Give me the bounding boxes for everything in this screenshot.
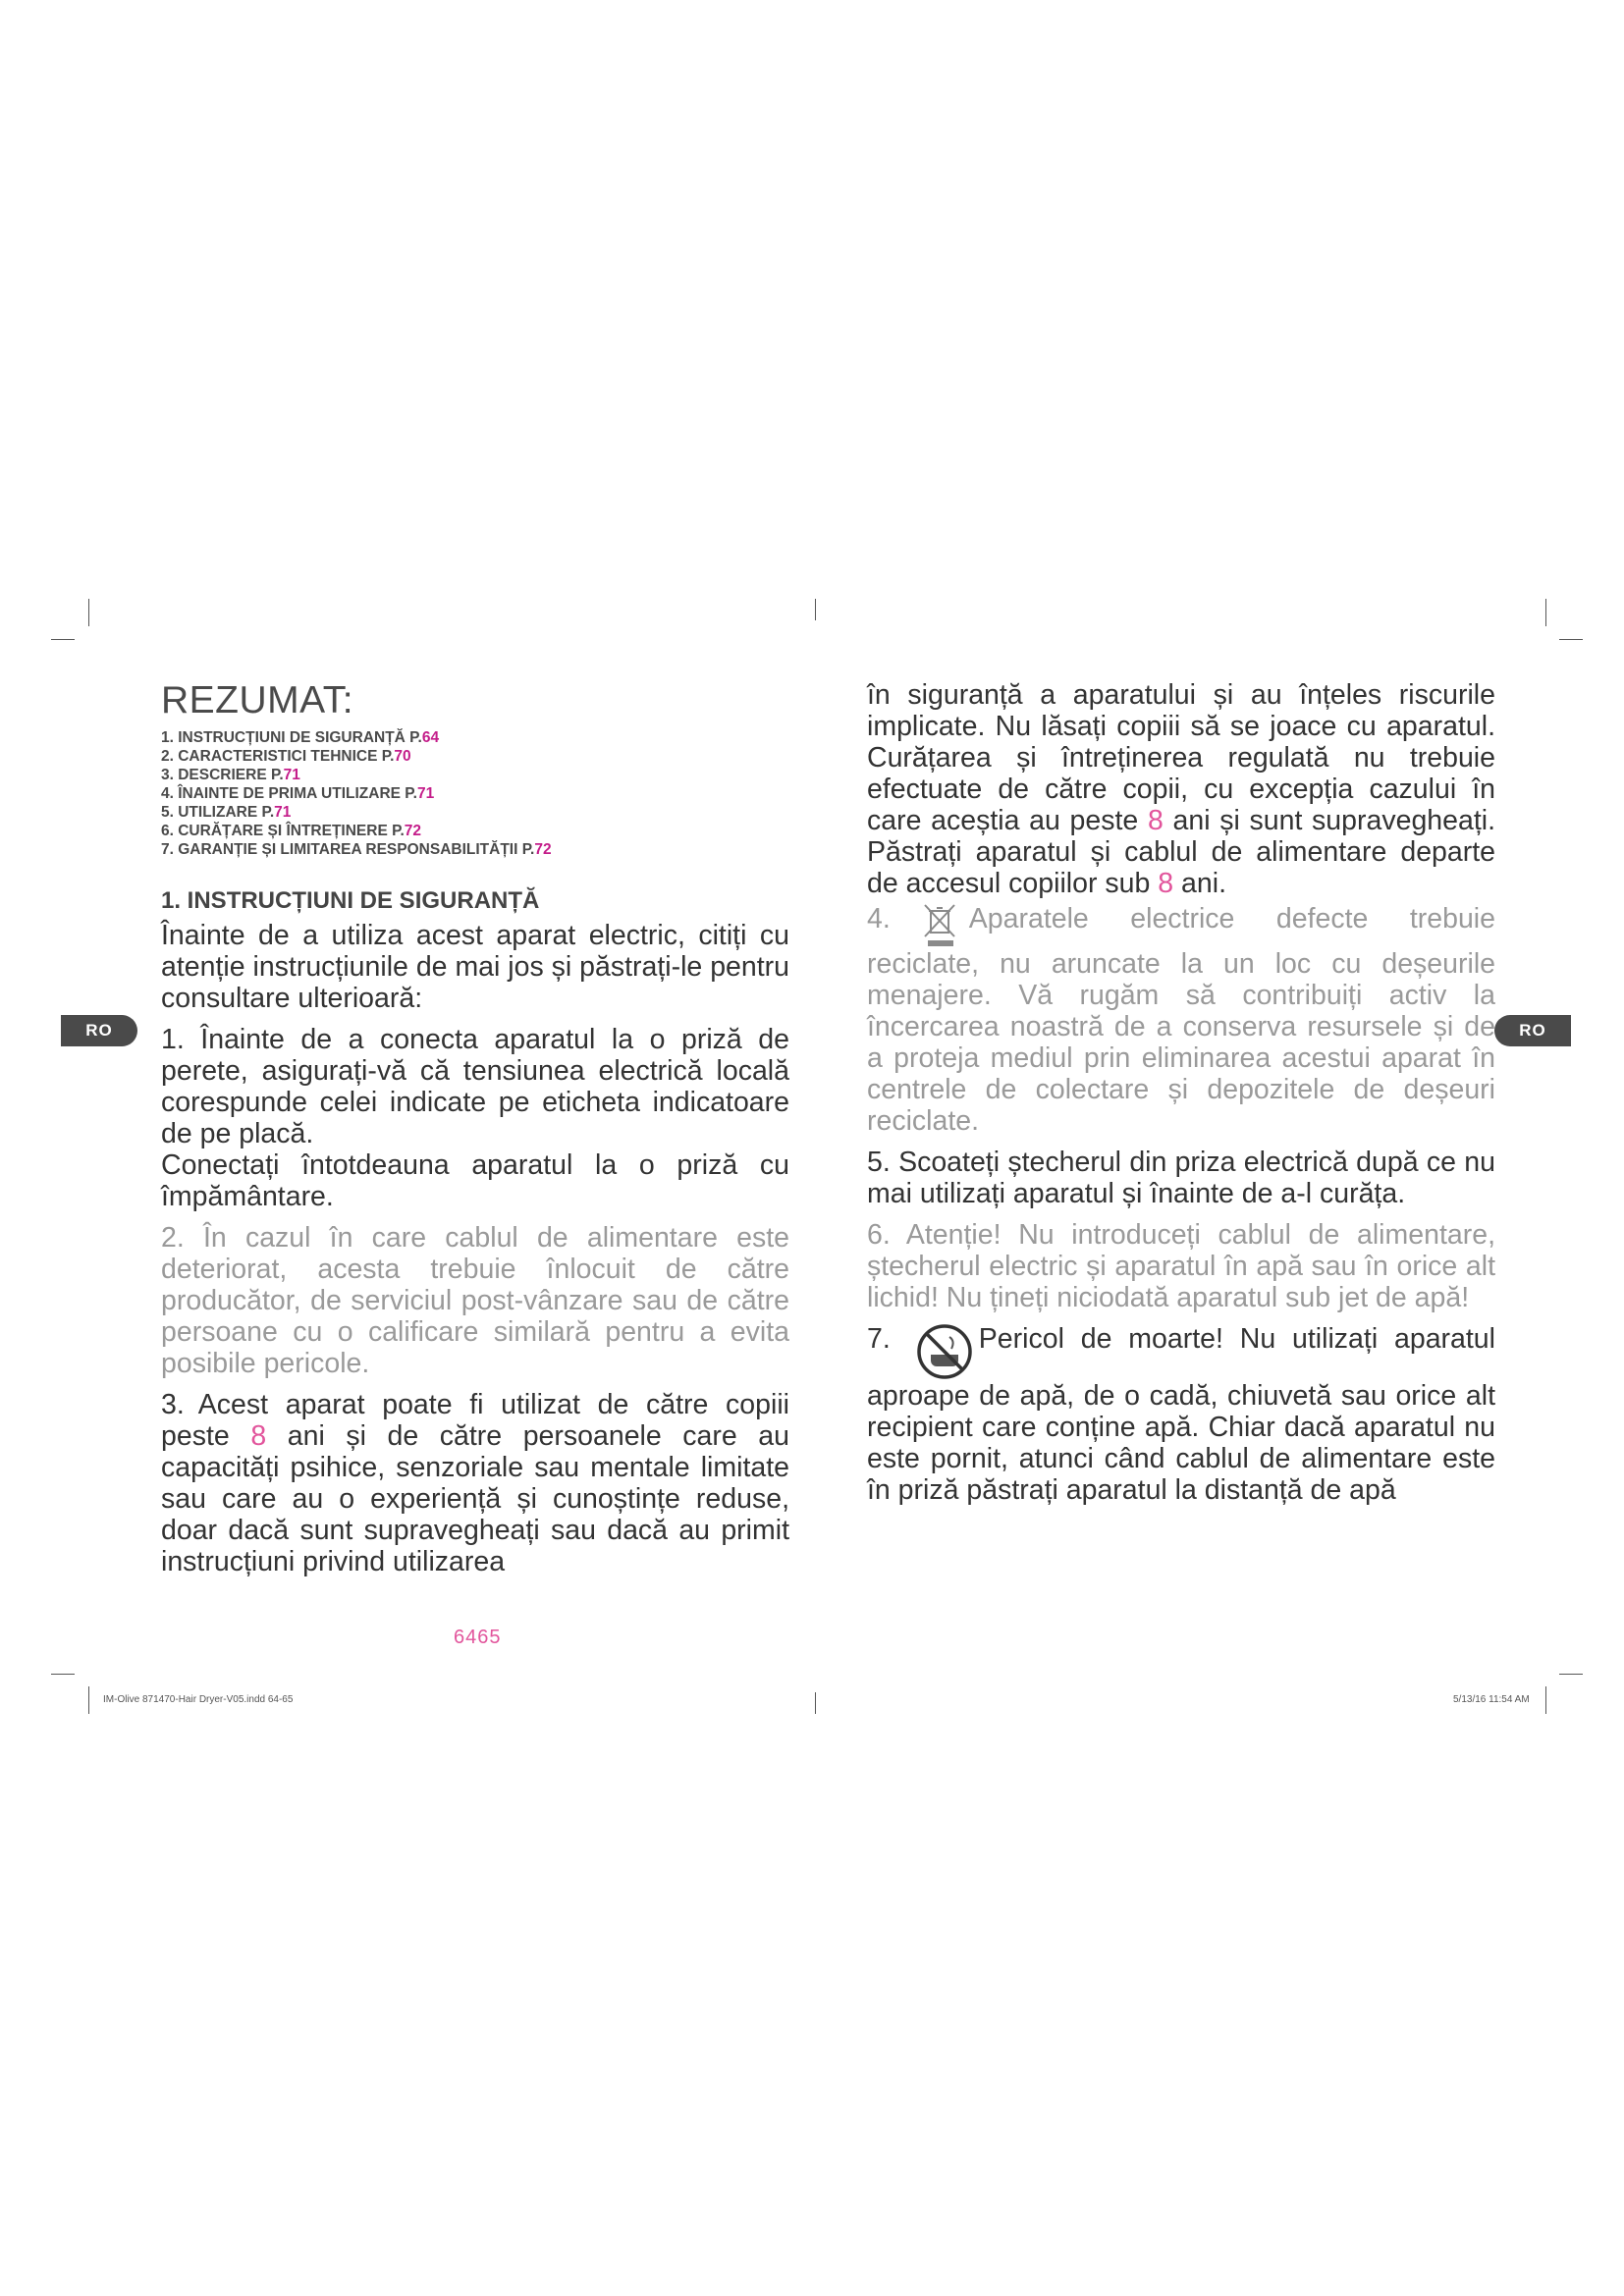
toc-item[interactable]: 1. INSTRUCȚIUNI DE SIGURANȚĂ P.64 [161,729,440,746]
crop-mark [1559,1674,1583,1675]
language-tab-right: RO [1494,1015,1571,1046]
left-column [161,679,789,1577]
file-slug: IM-Olive 871470-Hair Dryer-V05.indd 64-65 [103,1694,294,1705]
toc-item[interactable]: 7. GARANȚIE ȘI LIMITAREA RESPONSABILITĂȚII P.72 [161,841,552,858]
safety-item-5: 5. Scoateți ștecherul din priza electrică după ce nu mai utilizați aparatul și înainte de a-l curăța. [867,1147,1495,1209]
right-column [867,679,1495,1506]
safety-item-3-continued: în siguranță a aparatului și au înțeles riscurile implicate. Nu lăsați copiii să se joace cu aparatul. Curățarea și întreținerea regulată nu trebuie efectuate de către copii, cu excepția cazului în care aceștia au peste 8 ani și sunt supravegheați. Păstrați aparatul și cablul de alimentare departe de accesul copiilor sub 8 ani. [867,679,1496,899]
toc-item[interactable]: 6. CURĂȚARE ȘI ÎNTREȚINERE P.72 [161,823,422,839]
age-number: 8 [250,1420,267,1452]
crop-mark [1545,1686,1546,1714]
crop-mark [88,1686,89,1714]
safety-item-6: 6. Atenție! Nu introduceți cablul de alimentare, ștecherul electric și aparatul în apă sau în orice alt lichid! Nu țineți niciodată aparatul sub jet de apă! [867,1219,1495,1313]
toc-item[interactable]: 4. ÎNAINTE DE PRIMA UTILIZARE P.71 [161,785,435,802]
weee-bin-icon [920,903,961,948]
age-number: 8 [1158,868,1174,899]
crop-mark [815,1692,816,1714]
safety-item-2: 2. În cazul în care cablul de alimentare este deteriorat, acesta trebuie înlocuit de către producător, de serviciul post-vânzare sau de către persoane cu o calificare similară pentru a evita posibile pericole. [161,1222,789,1379]
intro-paragraph: Înainte de a utiliza acest aparat electric, citiți cu atenție instrucțiunile de mai jos și păstrați-le pentru consultare ulterioară: [161,920,789,1014]
language-tab-left: RO [61,1015,137,1046]
page-numbers: 6465 [454,1627,502,1648]
age-number: 8 [1147,805,1164,836]
section-title: 1. INSTRUCȚIUNI DE SIGURANȚĂ [161,887,540,914]
toc-item[interactable]: 5. UTILIZARE P.71 [161,804,292,821]
safety-item-1: 1. Înainte de a conecta aparatul la o priză de perete, asigurați-vă că tensiunea electrică locală corespunde celei indicate pe eticheta indicatoare de pe placă. [161,1024,789,1149]
table-of-contents [161,728,789,859]
safety-item-7: 7. Pericol de moarte! Nu utilizați aparatul aproape de apă, de o cadă, chiuvetă sau orice alt recipient care conține apă. Chiar dacă aparatul nu este pornit, atunci când cablul de alimentare este în priză păstrați aparatul la distanță de apă [867,1323,1495,1506]
toc-item[interactable]: 3. DESCRIERE P.71 [161,767,300,783]
safety-item-1b: Conectați întotdeauna aparatul la o priză cu împământare. [161,1149,789,1212]
crop-mark [88,599,89,626]
safety-item-4: 4. Aparatele electrice defecte trebuie reciclate, nu aruncate la un loc cu deșeurile menajere. Vă rugăm să contribuiți activ la încercarea noastră de a conserva resursele și de a proteja mediul prin eliminarea acestui aparat în centrele de colectare și depozitele de deșeuri reciclate. [867,903,1495,1137]
crop-mark [51,1674,75,1675]
toc-item[interactable]: 2. CARACTERISTICI TEHNICE P.70 [161,748,411,765]
no-water-bath-icon [916,1323,973,1380]
crop-mark [1545,599,1546,626]
crop-mark [1559,639,1583,640]
safety-item-3: 3. Acest aparat poate fi utilizat de către copiii peste 8 ani și de către persoanele care au capacități psihice, senzoriale sau mentale limitate sau care au o experiență și cunoștințe reduse, doar dacă sunt supravegheați sau dacă au primit instrucțiuni privind utilizarea [161,1389,790,1577]
crop-mark [815,599,816,620]
page-title: REZUMAT: [161,679,354,721]
print-date: 5/13/16 11:54 AM [1453,1694,1530,1705]
crop-mark [51,639,75,640]
